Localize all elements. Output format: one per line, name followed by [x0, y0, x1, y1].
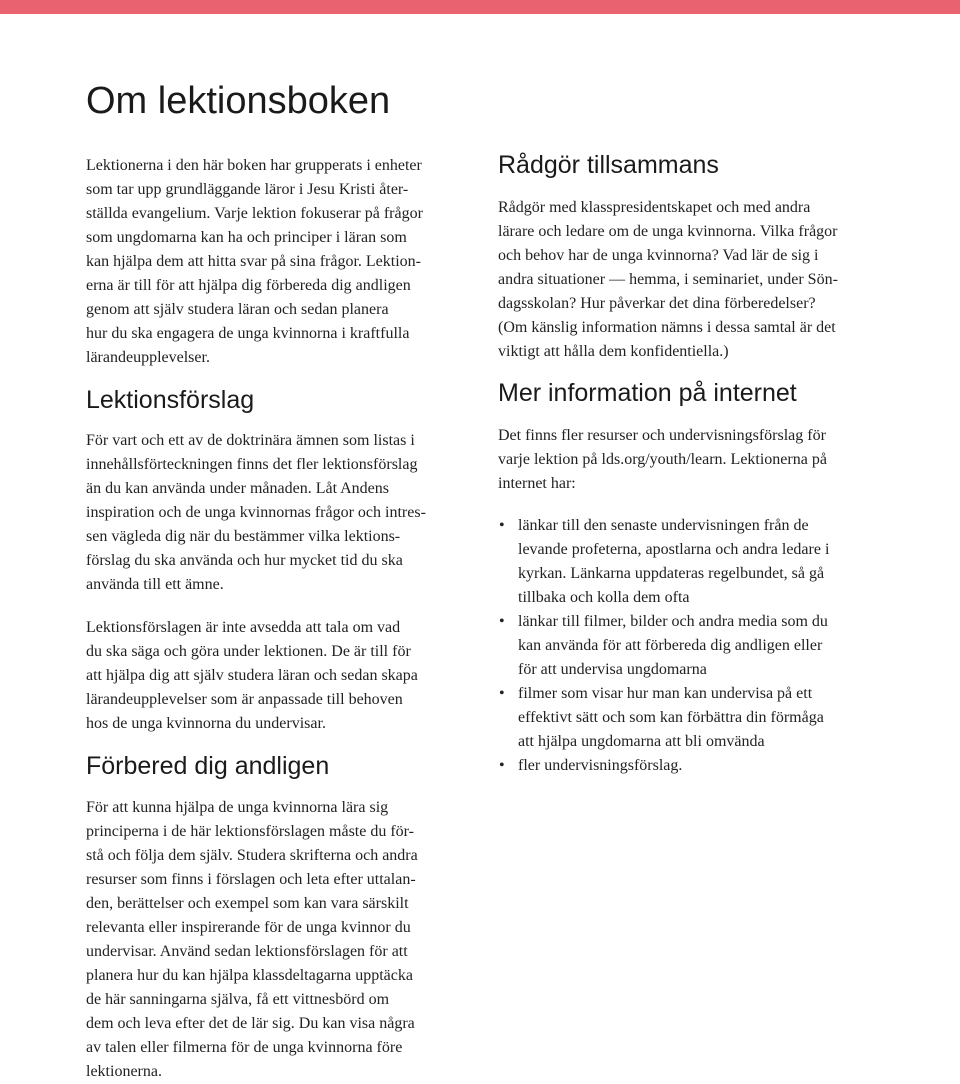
- bullet-icon: •: [499, 757, 505, 774]
- paragraph-line: inspiration och de unga kvinnornas frågor och intres-: [86, 504, 426, 521]
- radgor-paragraph: [498, 196, 838, 364]
- lektionsforslag-paragraph-1: [86, 429, 426, 597]
- paragraph-line: innehållsförteckningen finns det fler lektionsförslag: [86, 456, 418, 473]
- paragraph-line: viktigt att hålla dem konfidentiella.): [498, 343, 729, 360]
- paragraph-line: resurser som finns i förslagen och leta efter uttalan-: [86, 871, 416, 888]
- paragraph-line: För vart och ett av de doktrinära ämnen som listas i: [86, 432, 415, 449]
- paragraph-line: Det finns fler resurser och undervisningsförslag för: [498, 427, 826, 444]
- bullet-icon: •: [499, 685, 505, 702]
- paragraph-line: använda till ett ämne.: [86, 576, 224, 593]
- list-item-line: kyrkan. Länkarna uppdateras regelbundet, så gå: [518, 565, 825, 582]
- top-accent-bar: [0, 0, 960, 14]
- paragraph-line: planera hur du kan hjälpa klassdeltagarna upptäcka: [86, 967, 413, 984]
- paragraph-line: Lektionsförslagen är inte avsedda att tala om vad: [86, 619, 401, 636]
- heading-mer-information: Mer information på internet: [498, 379, 797, 407]
- paragraph-line: För att kunna hjälpa de unga kvinnorna lära sig: [86, 799, 389, 816]
- resource-bullet-list: [498, 514, 829, 778]
- lektionsforslag-paragraph-2: [86, 616, 418, 736]
- paragraph-line: stå och följa dem själv. Studera skrifterna och andra: [86, 847, 418, 864]
- intro-paragraph: [86, 154, 423, 370]
- heading-lektionsforslag: Lektionsförslag: [86, 386, 255, 414]
- paragraph-line: varje lektion på lds.org/youth/learn. Lektionerna på: [498, 451, 827, 468]
- paragraph-line: lärare och ledare om de unga kvinnorna. Vilka frågor: [498, 223, 838, 240]
- list-item: [498, 682, 829, 754]
- list-item-line: att hjälpa ungdomarna att bli omvända: [518, 733, 765, 750]
- paragraph-line: dem och leva efter det de lär sig. Du kan visa några: [86, 1015, 415, 1032]
- list-item-line: kan använda för att förbereda dig andligen eller: [518, 637, 823, 654]
- list-item-line: fler undervisningsförslag.: [518, 757, 683, 774]
- paragraph-line: än du kan använda under månaden. Låt Andens: [86, 480, 390, 497]
- forbered-paragraph: [86, 796, 418, 1084]
- list-item-line: länkar till filmer, bilder och andra media som du: [518, 613, 828, 630]
- bullet-icon: •: [499, 613, 505, 630]
- intro-line: som tar upp grundläggande läror i Jesu Kristi åter-: [86, 181, 409, 198]
- intro-line: kan hjälpa dem att hitta svar på sina frågor. Lektion-: [86, 253, 421, 270]
- list-item-line: för att undervisa ungdomarna: [518, 661, 707, 678]
- intro-line: hur du ska engagera de unga kvinnorna i kraftfulla: [86, 325, 410, 342]
- paragraph-line: Rådgör med klasspresidentskapet och med andra: [498, 199, 811, 216]
- paragraph-line: hos de unga kvinnorna du undervisar.: [86, 715, 326, 732]
- intro-line: Lektionerna i den här boken har grupperats i enheter: [86, 157, 422, 174]
- paragraph-line: sen vägleda dig när du bestämmer vilka lektions-: [86, 528, 401, 545]
- bullet-icon: •: [499, 517, 505, 534]
- paragraph-line: dagsskolan? Hur påverkar det dina förberedelser?: [498, 295, 816, 312]
- list-item: [498, 754, 829, 778]
- paragraph-line: att hjälpa dig att själv studera läran och sedan skapa: [86, 667, 418, 684]
- paragraph-line: den, berättelser och exempel som kan vara särskilt: [86, 895, 409, 912]
- list-item-line: filmer som visar hur man kan undervisa på ett: [518, 685, 813, 702]
- list-item-line: tillbaka och kolla dem ofta: [518, 589, 690, 606]
- paragraph-line: internet har:: [498, 475, 576, 492]
- mer-info-paragraph: [498, 424, 827, 496]
- paragraph-line: förslag du ska använda och hur mycket tid du ska: [86, 552, 403, 569]
- paragraph-line: andra situationer — hemma, i seminariet, under Sön-: [498, 271, 838, 288]
- heading-radgor: Rådgör tillsammans: [498, 151, 719, 179]
- paragraph-line: du ska säga och göra under lektionen. De är till för: [86, 643, 411, 660]
- paragraph-line: (Om känslig information nämns i dessa samtal är det: [498, 319, 836, 336]
- intro-line: lärandeupplevelser.: [86, 349, 210, 366]
- list-item-line: effektivt sätt och som kan förbättra din förmåga: [518, 709, 824, 726]
- paragraph-line: och behov har de unga kvinnorna? Vad lär de sig i: [498, 247, 819, 264]
- list-item: [498, 610, 829, 682]
- intro-line: som ungdomarna kan ha och principer i läran som: [86, 229, 407, 246]
- heading-forbered: Förbered dig andligen: [86, 752, 330, 780]
- paragraph-line: de här sanningarna själva, få ett vittnesbörd om: [86, 991, 390, 1008]
- paragraph-line: undervisar. Använd sedan lektionsförslagen för att: [86, 943, 408, 960]
- paragraph-line: av talen eller filmerna för de unga kvinnorna före: [86, 1039, 403, 1056]
- list-item-line: levande profeterna, apostlarna och andra ledare i: [518, 541, 830, 558]
- list-item: [498, 514, 829, 610]
- list-item-line: länkar till den senaste undervisningen från de: [518, 517, 809, 534]
- page-title: Om lektionsboken: [86, 80, 391, 122]
- intro-line: ställda evangelium. Varje lektion fokuserar på frågor: [86, 205, 423, 222]
- paragraph-line: lektionerna.: [86, 1063, 162, 1080]
- paragraph-line: lärandeupplevelser som är anpassade till behoven: [86, 691, 403, 708]
- intro-line: genom att själv studera läran och sedan planera: [86, 301, 389, 318]
- paragraph-line: relevanta eller inspirerande för de unga kvinnor du: [86, 919, 411, 936]
- paragraph-line: principerna i de här lektionsförslagen måste du för-: [86, 823, 415, 840]
- intro-line: erna är till för att hjälpa dig förbereda dig andligen: [86, 277, 411, 294]
